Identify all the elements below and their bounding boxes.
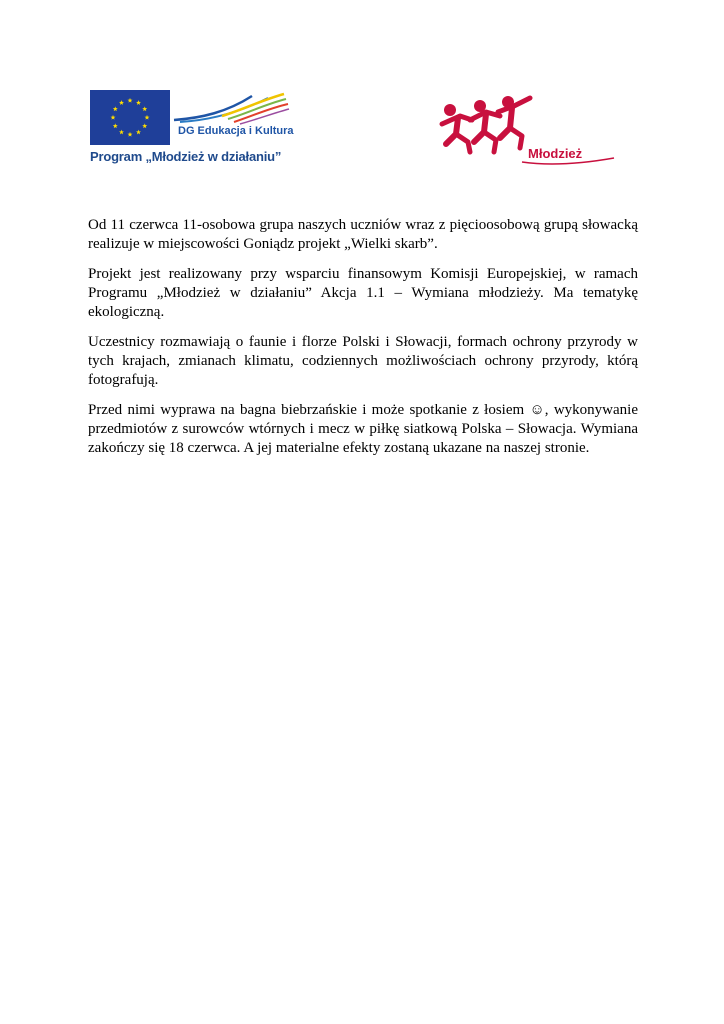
eu-flag-icon [90, 90, 170, 145]
mlodziez-wordmark: Młodzież [528, 146, 583, 161]
program-name-label: Program „Młodzież w działaniu” [90, 149, 282, 164]
paragraph-funding: Projekt jest realizowany przy wsparciu finansowym Komisji Europejskiej, w ramach Programu „Młodzież w działaniu” Akcja 1.1 – Wymiana młodzieży. Ma tematykę ekologiczną. [88, 266, 638, 320]
dg-edukacja-label: DG Edukacja i Kultura [178, 125, 294, 137]
wordmark-underline-icon [520, 156, 616, 166]
running-figures-icon [436, 90, 536, 160]
article-body [88, 216, 638, 469]
mlodziez-logo [436, 90, 616, 170]
paragraph-intro: Od 11 czerwca 11-osobowa grupa naszych uczniów wraz z pięcioosobową grupą słowacką realizuje w miejscowości Goniądz projekt „Wielki skarb”. [88, 217, 638, 252]
eu-program-logo [90, 90, 294, 174]
paragraph-plans: Przed nimi wyprawa na bagna biebrzańskie i może spotkanie z łosiem ☺, wykonywanie przedmiotów z surowców wtórnych i mecz w piłkę siatkową Polska – Słowacja. Wymiana zakończy się 18 czerwca. A jej materialne efekty zostaną ukazane na naszej stronie. [88, 402, 638, 456]
dg-swoosh-icon [172, 90, 290, 126]
paragraph-topics: Uczestnicy rozmawiają o faunie i florze Polski i Słowacji, formach ochrony przyrody w tych krajach, zmianach klimatu, codziennych możliwościach ochrony przyrody, którą fotografują. [88, 334, 638, 388]
